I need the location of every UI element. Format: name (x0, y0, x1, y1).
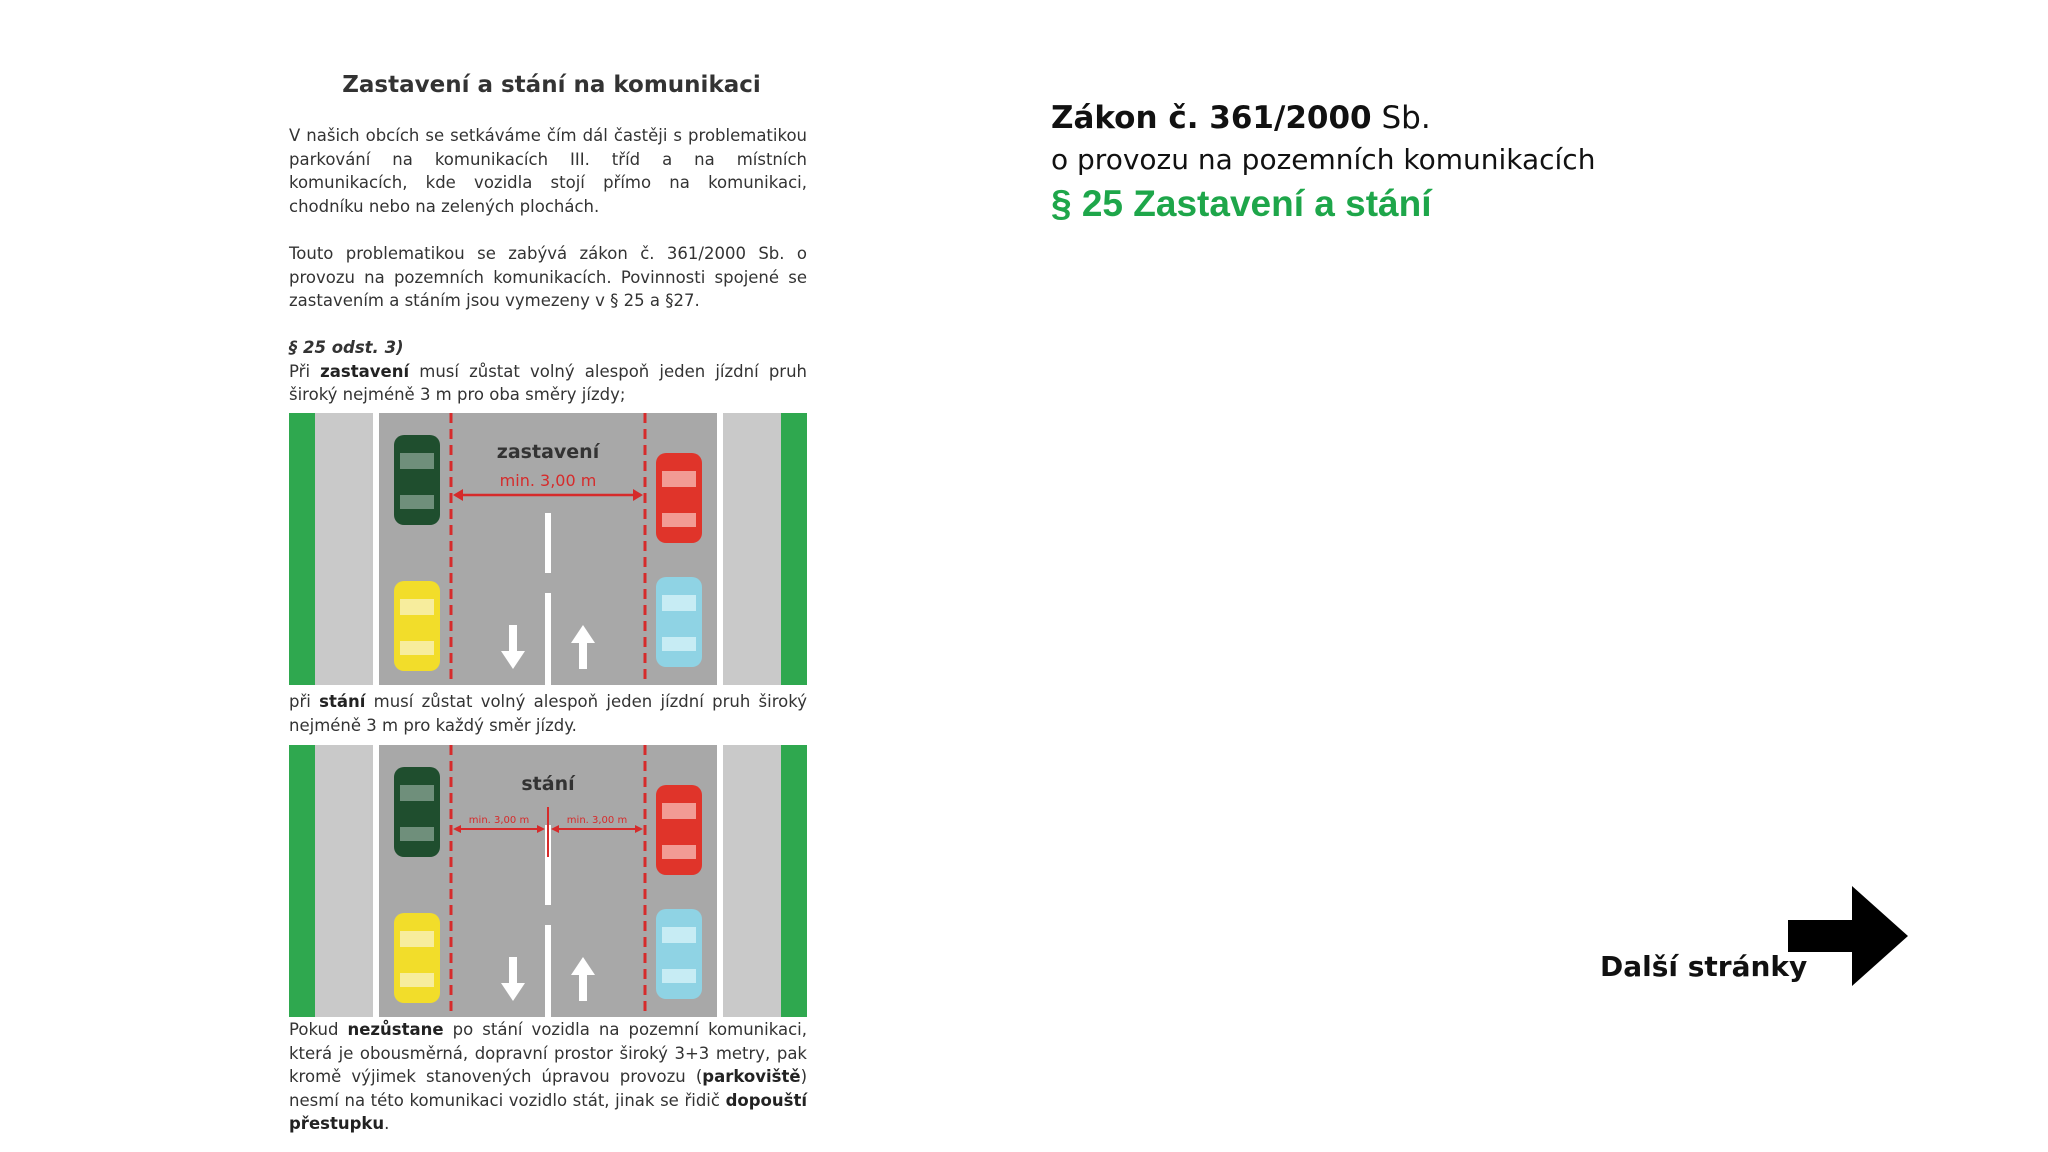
measure-label: min. 3,00 m (499, 471, 597, 490)
text-run: Při (289, 361, 321, 381)
car-yellow (394, 913, 440, 1003)
text-run: po stání vozidla na pozemní komunikaci, která je obousměrná, dopravní prostor široký 3+3 metry, pak kromě výjimek stanovených úpravou provozu ( (289, 1020, 807, 1086)
grass-right (781, 413, 807, 685)
law-title-rest: Sb. (1371, 100, 1431, 136)
text-run: . (384, 1114, 390, 1133)
text-run: při (289, 692, 320, 711)
street-diagram-parking (289, 745, 807, 1017)
street-diagram-stopping-svg (289, 413, 807, 685)
text-run-bold: stání (319, 692, 366, 711)
text-run-bold: dopouští přestupku (289, 1090, 807, 1133)
grass-left (289, 413, 315, 685)
measure-label-right: min. 3,00 m (566, 815, 628, 826)
street-diagram-parking-svg (289, 745, 807, 1017)
car-blue (656, 909, 702, 999)
text-run: ) nesmí na této komunikaci vozidlo stát, jinak se řidič (289, 1067, 807, 1110)
law-paragraph-title: § 25 Zastavení a stání (1051, 183, 1432, 224)
law-title-bold: Zákon č. 361/2000 (1051, 100, 1372, 136)
text-run: musí zůstat volný alespoň jeden jízdní pruh široký nejméně 3 m pro každý směr jízdy. (289, 692, 807, 735)
law-subtitle: o provozu na pozemních komunikacích (1051, 143, 1596, 176)
law-title (1051, 96, 1595, 140)
leaflet-paragraph-3 (289, 336, 807, 407)
leaflet-paragraph-1: V našich obcích se setkáváme čím dál častěji s problematikou parkování na komunikacích III. tříd a na místních komunikacích, kde vozidla stojí přímo na komunikaci, chodníku nebo na zelených plochách. (289, 126, 807, 216)
sidewalk-left (315, 745, 373, 1017)
leaflet-paragraph-5 (289, 1018, 807, 1136)
grass-left (289, 745, 315, 1017)
section-reference: § 25 odst. 3) (289, 338, 404, 357)
car-red (656, 453, 702, 543)
measure-label-left: min. 3,00 m (468, 815, 530, 826)
leaflet-paragraph-2: Touto problematikou se zabývá zákon č. 361/2000 Sb. o provozu na pozemních komunikacích. Povinnosti spojené se zastavením a stáním jsou vymezeny v § 25 a §27. (289, 244, 807, 310)
car-blue (656, 577, 702, 667)
leaflet-title: Zastavení a stání na komunikaci (342, 72, 761, 98)
leaflet-paragraph-4 (289, 690, 807, 737)
sidewalk-left (315, 413, 373, 685)
text-run: musí zůstat volný alespoň jeden jízdní pruh široký nejméně 3 m pro oba směry jízdy; (289, 361, 807, 404)
diagram-label: zastavení (496, 441, 600, 463)
sidewalk-right (723, 745, 781, 1017)
leaflet-image (284, 50, 819, 1133)
arrow-right-icon[interactable] (1788, 886, 1908, 986)
text-run-bold: parkoviště (702, 1067, 801, 1086)
text-run-bold: nezůstane (347, 1020, 444, 1039)
text-run: Pokud (289, 1020, 348, 1039)
street-diagram-stopping (289, 413, 807, 685)
car-yellow (394, 581, 440, 671)
sidewalk-right (723, 413, 781, 685)
next-pages-button[interactable] (1600, 880, 1920, 990)
car-green (394, 767, 440, 857)
diagram-label: stání (521, 773, 575, 795)
grass-right (781, 745, 807, 1017)
car-green (394, 435, 440, 525)
next-pages-label[interactable]: Další stránky (1600, 950, 1808, 983)
text-run-bold: zastavení (320, 361, 410, 381)
law-heading (1051, 96, 1595, 228)
car-red (656, 785, 702, 875)
